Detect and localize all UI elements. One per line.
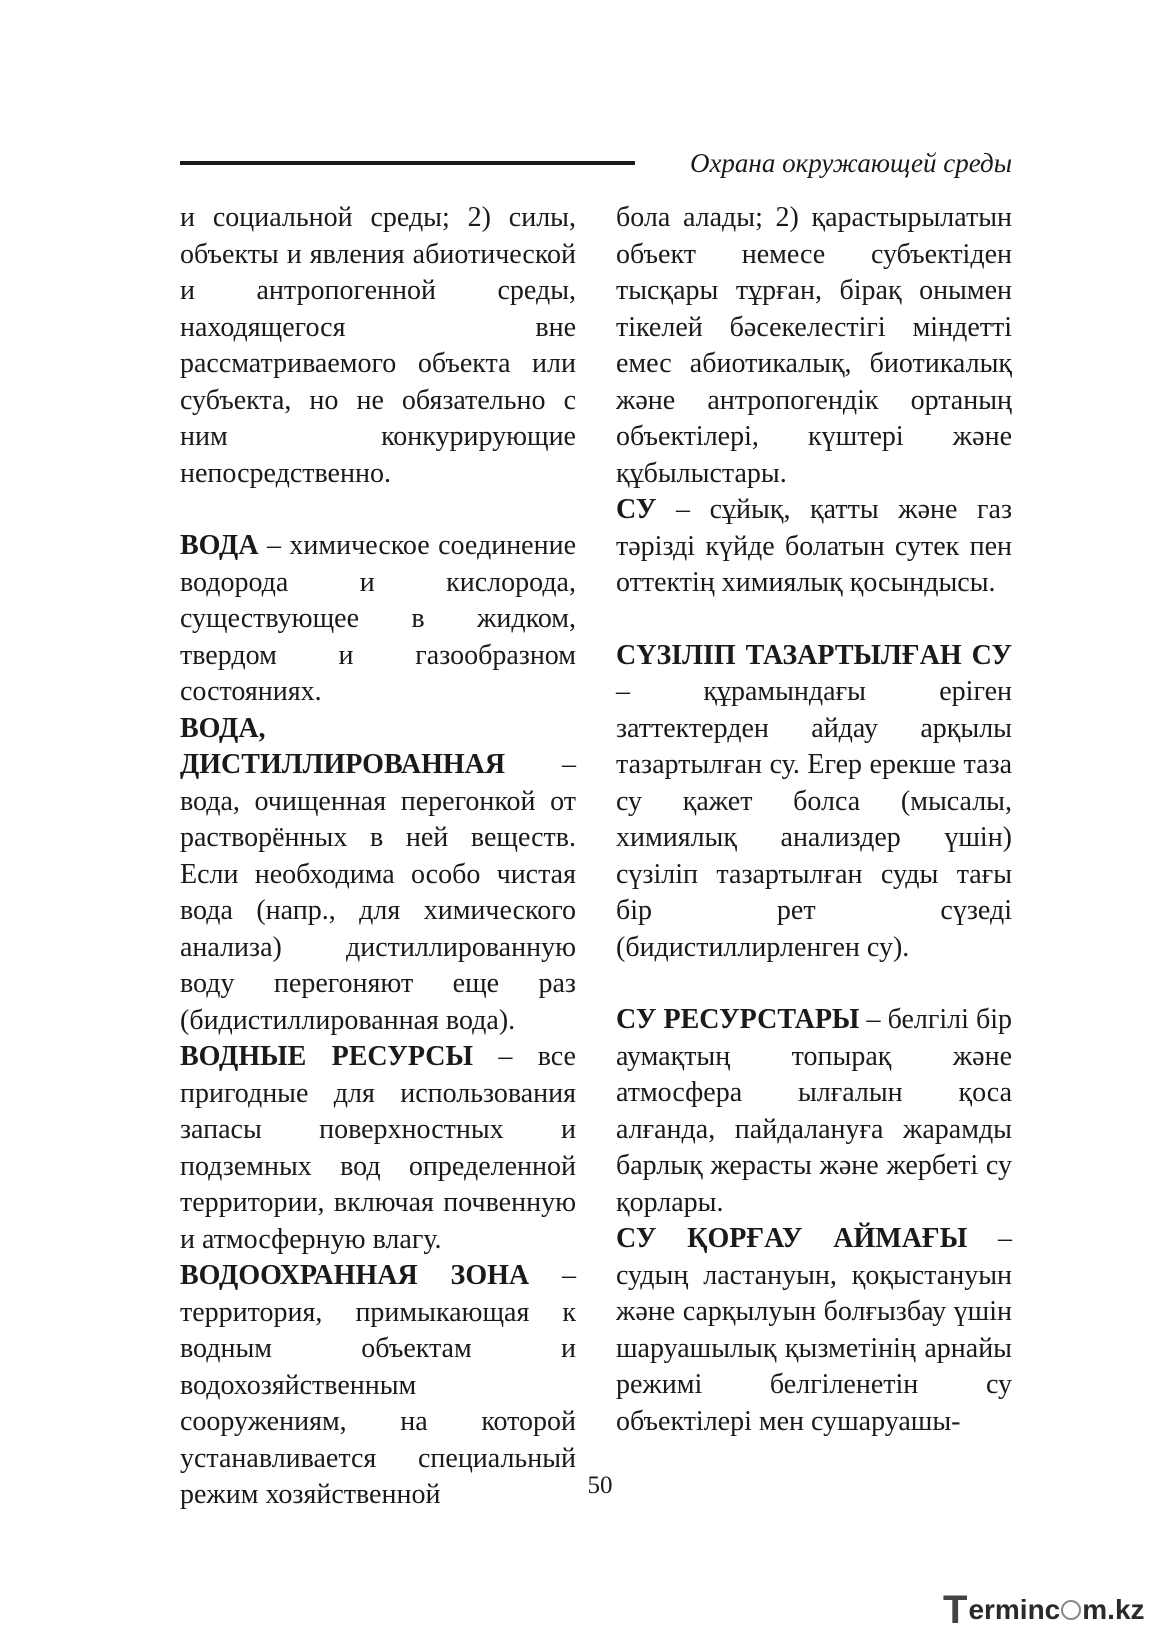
entry-su-korgau-aimagy xyxy=(616,1221,1012,1440)
entry-voda-distillirovannaya xyxy=(180,711,576,1040)
entry-text: – вода, очищенная перегонкой от растворённых в ней веществ. Если необходима особо чистая вода (напр., для химического анализа) дистиллированную воду перегоняют еще раз (бидистиллированная вода). xyxy=(180,749,576,1036)
entry-text: и социальной среды; 2) силы, объекты и явления абиотической и антропогенной среды, находящегося вне рассматриваемого объекта или субъекта, но не обязательно с ним конкурирующие непосредственно. xyxy=(180,202,576,489)
entry-text: – территория, примыкающая к водным объектам и водохозяйственным сооружениям, на которой устанавливается специальный режим хозяйственной xyxy=(180,1260,576,1510)
entry-term: ВОДНЫЕ РЕСУРСЫ xyxy=(180,1041,473,1072)
running-header: Охрана окружающей среды xyxy=(689,148,1012,178)
entry-su-resurstary xyxy=(616,1002,1012,1221)
entry-text: – все пригодные для использования запасы поверхностных и подземных вод определенной территории, включая почвенную и атмосферную влагу. xyxy=(180,1041,576,1255)
left-column xyxy=(180,200,576,1514)
page-number: 50 xyxy=(587,1472,613,1499)
watermark-text-part1: erminc xyxy=(968,1594,1061,1625)
entry-text: бола алады; 2) қарастырылатын объект немесе субъектіден тысқары тұрған, бірақ онымен тікелей бәсекелестігі міндетті емес абиотикалық, биотикалық және антропогендік ортаның объектілері, күштері және құбылыстары. xyxy=(616,202,1012,489)
entry-continuation xyxy=(616,200,1012,492)
entry-continuation xyxy=(180,200,576,492)
watermark-text-part2: m.kz xyxy=(1082,1594,1145,1625)
entry-text: – судың ластануын, қоқыстануын және сарқылуын болғызбау үшін шаруашылық қызметінің арнайы режимі белгіленетін су объектілері мен сушаруашы- xyxy=(616,1223,1012,1437)
header-rule xyxy=(180,161,635,165)
entry-text: – құрамындағы еріген заттектерден айдау арқылы тазартылған су. Егер ерекше таза су қажет болса (мысалы, химиялық анализдер үшін) сүзіліп тазартылған суды тағы бір рет сүзеді (бидистиллирленген су). xyxy=(616,676,1012,963)
entry-text: – белгілі бір аумақтың топырақ және атмосфера ылғалын қоса алғанда, пайдалануға жарамды барлық жерасты және жербеті су қорлары. xyxy=(616,1004,1012,1218)
entry-term: СУ РЕСУРСТАРЫ xyxy=(616,1004,860,1035)
entry-suzilip-tazartylgan-su xyxy=(616,638,1012,967)
watermark-logo xyxy=(943,1590,1145,1630)
entry-text: – сұйық, қатты және газ тәрізді күйде болатын сутек пен оттектің химиялық қосындысы. xyxy=(616,494,1012,598)
entry-term: ВОДООХРАННАЯ ЗОНА xyxy=(180,1260,530,1291)
entry-term: СУ ҚОРҒАУ АЙМАҒЫ xyxy=(616,1223,968,1254)
entry-text: – химическое соединение водорода и кислорода, существующее в жидком, твердом и газообразном состояниях. xyxy=(180,530,576,707)
entry-vodnye-resursy xyxy=(180,1039,576,1258)
entry-term: СҮЗІЛІП ТАЗАРТЫЛҒАН СУ xyxy=(616,639,1012,671)
entry-voda xyxy=(180,528,576,711)
right-column xyxy=(616,200,1012,1440)
ring-icon xyxy=(1061,1600,1081,1620)
entry-su xyxy=(616,492,1012,602)
entry-term: ВОДА xyxy=(180,530,259,561)
entry-term: ВОДА, ДИСТИЛЛИРОВАННАЯ xyxy=(180,712,506,780)
entry-term: СУ xyxy=(616,494,657,525)
watermark-letter: T xyxy=(943,1588,968,1632)
